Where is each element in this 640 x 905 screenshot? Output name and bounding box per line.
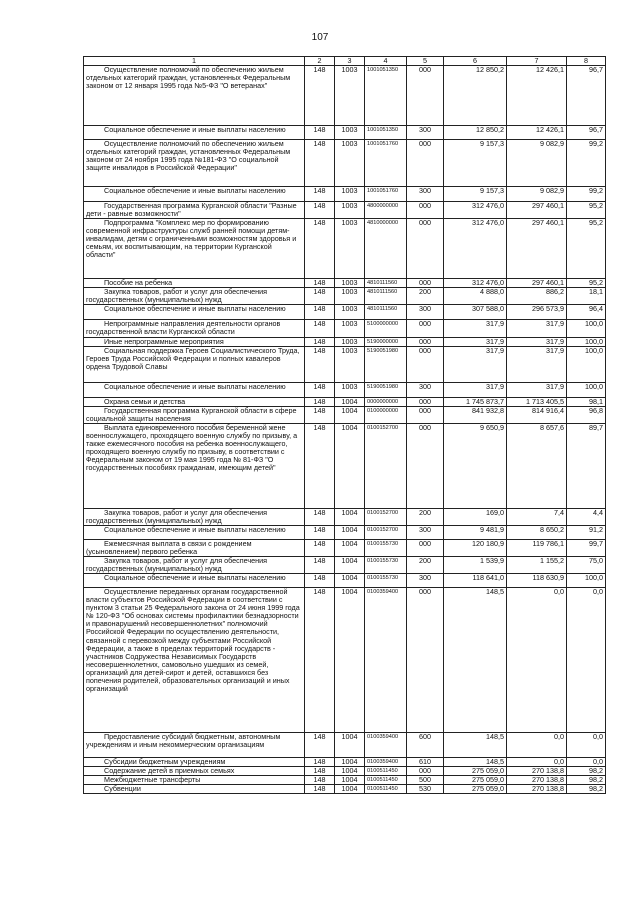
cell-c5: 300 <box>407 574 444 588</box>
cell-c6: 317,9 <box>444 337 507 346</box>
cell-c5: 000 <box>407 539 444 556</box>
cell-c4: 0100155730 <box>365 574 407 588</box>
cell-c5: 000 <box>407 423 444 508</box>
cell-c6: 9 157,3 <box>444 140 507 187</box>
cell-c7: 297 460,1 <box>507 219 567 279</box>
cell-c7: 1 713 405,5 <box>507 397 567 406</box>
cell-c4: 0100152700 <box>365 525 407 539</box>
column-header: 5 <box>407 57 444 66</box>
cell-c7: 297 460,1 <box>507 279 567 288</box>
cell-c7: 270 138,8 <box>507 767 567 776</box>
cell-c4: 5190000000 <box>365 337 407 346</box>
cell-c2: 148 <box>305 187 335 202</box>
cell-c3: 1004 <box>335 785 365 794</box>
cell-c7: 12 426,1 <box>507 126 567 140</box>
cell-c2: 148 <box>305 337 335 346</box>
table-row <box>84 733 606 758</box>
cell-c8: 96,8 <box>567 406 606 423</box>
cell-c6: 312 476,0 <box>444 279 507 288</box>
column-header: 8 <box>567 57 606 66</box>
cell-c7: 317,9 <box>507 320 567 337</box>
cell-c8: 96,4 <box>567 305 606 320</box>
cell-c8: 99,7 <box>567 539 606 556</box>
cell-c7: 1 155,2 <box>507 557 567 574</box>
cell-c4: 0100511450 <box>365 767 407 776</box>
table-row <box>84 288 606 305</box>
cell-c3: 1004 <box>335 406 365 423</box>
cell-c2: 148 <box>305 219 335 279</box>
cell-c5: 300 <box>407 305 444 320</box>
cell-c4: 1001051350 <box>365 66 407 126</box>
row-label: Закупка товаров, работ и услуг для обеспечения государственных (муниципальных) нужд <box>84 508 305 525</box>
cell-c3: 1004 <box>335 767 365 776</box>
table-row <box>84 66 606 126</box>
row-label: Подпрограмма "Комплекс мер по формированию современной инфраструктуры служб ранней помощи детям-инвалидам, детям с ограниченными возможностям здоровья и семьям, их воспитывающим, на территории Курганской области" <box>84 219 305 279</box>
cell-c2: 148 <box>305 126 335 140</box>
cell-c8: 0,0 <box>567 733 606 758</box>
cell-c4: 0100155730 <box>365 539 407 556</box>
table-row <box>84 126 606 140</box>
row-label: Непрограммные направления деятельности органов государственной власти Курганской области <box>84 320 305 337</box>
cell-c4: 1001051350 <box>365 126 407 140</box>
cell-c4: 4800000000 <box>365 202 407 219</box>
cell-c8: 75,0 <box>567 557 606 574</box>
cell-c5: 500 <box>407 776 444 785</box>
cell-c5: 300 <box>407 187 444 202</box>
cell-c5: 300 <box>407 126 444 140</box>
cell-c6: 120 180,9 <box>444 539 507 556</box>
cell-c6: 275 059,0 <box>444 767 507 776</box>
cell-c2: 148 <box>305 305 335 320</box>
row-label: Выплата единовременного пособия беременной жене военнослужащего, проходящего военную службу по призыву, а также ежемесячного пособия на ребенка военнослужащего, проходящего военную службу по призыву, в соответствии с Федеральным законом от 19 мая 1995 года № 81-ФЗ "О государственных пособиях гражданам, имеющим детей" <box>84 423 305 508</box>
cell-c8: 99,2 <box>567 140 606 187</box>
cell-c7: 270 138,8 <box>507 785 567 794</box>
table-row <box>84 320 606 337</box>
cell-c6: 275 059,0 <box>444 776 507 785</box>
cell-c7: 317,9 <box>507 337 567 346</box>
cell-c7: 0,0 <box>507 588 567 733</box>
cell-c3: 1003 <box>335 140 365 187</box>
row-label: Государственная программа Курганской области в сфере социальной защиты населения <box>84 406 305 423</box>
cell-c6: 841 932,8 <box>444 406 507 423</box>
cell-c8: 95,2 <box>567 202 606 219</box>
cell-c7: 814 916,4 <box>507 406 567 423</box>
cell-c2: 148 <box>305 406 335 423</box>
table-row <box>84 785 606 794</box>
cell-c5: 300 <box>407 382 444 397</box>
cell-c2: 148 <box>305 574 335 588</box>
cell-c4: 5190051980 <box>365 382 407 397</box>
cell-c8: 96,7 <box>567 66 606 126</box>
cell-c6: 317,9 <box>444 346 507 382</box>
cell-c8: 96,7 <box>567 126 606 140</box>
column-header: 4 <box>365 57 407 66</box>
cell-c7: 317,9 <box>507 382 567 397</box>
cell-c4: 4810111560 <box>365 305 407 320</box>
cell-c2: 148 <box>305 382 335 397</box>
cell-c5: 200 <box>407 508 444 525</box>
cell-c2: 148 <box>305 140 335 187</box>
cell-c5: 000 <box>407 337 444 346</box>
cell-c5: 610 <box>407 758 444 767</box>
row-label: Предоставление субсидий бюджетным, автономным учреждениям и иным некоммерческим организациям <box>84 733 305 758</box>
cell-c6: 317,9 <box>444 320 507 337</box>
cell-c4: 4810111560 <box>365 288 407 305</box>
cell-c6: 4 888,0 <box>444 288 507 305</box>
cell-c7: 297 460,1 <box>507 202 567 219</box>
cell-c8: 100,0 <box>567 382 606 397</box>
cell-c2: 148 <box>305 557 335 574</box>
row-label: Осуществление переданных органам государственной власти субъектов Российской Федерации в соответствии с пунктом 3 статьи 25 Федерального закона от 24 июня 1999 года № 120-ФЗ "Об основах системы профилактики безнадзорности и правонарушений несовершеннолетних" полномочий Российской Федерации по осуществлению деятельности, связанной с перевозкой между субъектами Российской Федерации, а также в пределах территорий государств - участников Содружества Независимых Государств несовершеннолетних, самовольно ушедших из семей, организаций для детей-сирот и детей, оставшихся без попечения родителей, образовательных организаций и иных организаций <box>84 588 305 733</box>
cell-c2: 148 <box>305 758 335 767</box>
row-label: Закупка товаров, работ и услуг для обеспечения государственных (муниципальных) нужд <box>84 288 305 305</box>
table-row <box>84 539 606 556</box>
cell-c8: 95,2 <box>567 219 606 279</box>
cell-c4: 0100511450 <box>365 776 407 785</box>
cell-c6: 312 476,0 <box>444 219 507 279</box>
cell-c7: 9 082,9 <box>507 140 567 187</box>
cell-c5: 000 <box>407 202 444 219</box>
row-label: Закупка товаров, работ и услуг для обеспечения государственных (муниципальных) нужд <box>84 557 305 574</box>
row-label: Ежемесячная выплата в связи с рождением (усыновлением) первого ребенка <box>84 539 305 556</box>
cell-c8: 99,2 <box>567 187 606 202</box>
row-label: Субсидии бюджетным учреждениям <box>84 758 305 767</box>
cell-c3: 1004 <box>335 733 365 758</box>
cell-c2: 148 <box>305 346 335 382</box>
cell-c3: 1004 <box>335 758 365 767</box>
row-label: Пособие на ребенка <box>84 279 305 288</box>
cell-c7: 8 657,6 <box>507 423 567 508</box>
cell-c5: 200 <box>407 557 444 574</box>
cell-c3: 1003 <box>335 320 365 337</box>
cell-c8: 98,2 <box>567 767 606 776</box>
cell-c3: 1003 <box>335 219 365 279</box>
table-row <box>84 202 606 219</box>
cell-c2: 148 <box>305 776 335 785</box>
cell-c7: 118 630,9 <box>507 574 567 588</box>
table-row <box>84 382 606 397</box>
cell-c3: 1004 <box>335 539 365 556</box>
cell-c8: 0,0 <box>567 588 606 733</box>
table-row <box>84 346 606 382</box>
cell-c4: 0100155730 <box>365 557 407 574</box>
table-row <box>84 557 606 574</box>
cell-c5: 300 <box>407 525 444 539</box>
row-label: Государственная программа Курганской области "Разные дети - равные возможности" <box>84 202 305 219</box>
cell-c2: 148 <box>305 539 335 556</box>
cell-c8: 100,0 <box>567 320 606 337</box>
cell-c8: 98,1 <box>567 397 606 406</box>
cell-c4: 5100000000 <box>365 320 407 337</box>
cell-c4: 1001051760 <box>365 187 407 202</box>
cell-c3: 1003 <box>335 288 365 305</box>
row-label: Иные непрограммные мероприятия <box>84 337 305 346</box>
cell-c2: 148 <box>305 767 335 776</box>
cell-c8: 100,0 <box>567 337 606 346</box>
cell-c4: 0100152700 <box>365 508 407 525</box>
row-label: Социальное обеспечение и иные выплаты населению <box>84 525 305 539</box>
cell-c7: 296 573,9 <box>507 305 567 320</box>
cell-c6: 9 157,3 <box>444 187 507 202</box>
cell-c7: 317,9 <box>507 346 567 382</box>
cell-c6: 148,5 <box>444 733 507 758</box>
cell-c8: 91,2 <box>567 525 606 539</box>
column-header: 7 <box>507 57 567 66</box>
cell-c6: 275 059,0 <box>444 785 507 794</box>
cell-c8: 18,1 <box>567 288 606 305</box>
cell-c3: 1004 <box>335 588 365 733</box>
cell-c8: 100,0 <box>567 574 606 588</box>
cell-c5: 200 <box>407 288 444 305</box>
cell-c5: 000 <box>407 320 444 337</box>
cell-c6: 12 850,2 <box>444 66 507 126</box>
cell-c5: 000 <box>407 588 444 733</box>
cell-c8: 95,2 <box>567 279 606 288</box>
cell-c3: 1003 <box>335 66 365 126</box>
cell-c3: 1004 <box>335 508 365 525</box>
cell-c6: 307 588,0 <box>444 305 507 320</box>
cell-c5: 000 <box>407 406 444 423</box>
table-row <box>84 337 606 346</box>
cell-c3: 1003 <box>335 187 365 202</box>
cell-c2: 148 <box>305 279 335 288</box>
cell-c7: 119 786,1 <box>507 539 567 556</box>
cell-c8: 89,7 <box>567 423 606 508</box>
cell-c4: 0100152700 <box>365 423 407 508</box>
table-row <box>84 588 606 733</box>
cell-c2: 148 <box>305 508 335 525</box>
table-row <box>84 305 606 320</box>
cell-c7: 7,4 <box>507 508 567 525</box>
page-number: 107 <box>311 32 329 43</box>
cell-c5: 000 <box>407 767 444 776</box>
cell-c3: 1004 <box>335 525 365 539</box>
cell-c5: 000 <box>407 397 444 406</box>
cell-c8: 98,2 <box>567 776 606 785</box>
cell-c4: 0100359400 <box>365 588 407 733</box>
cell-c8: 98,2 <box>567 785 606 794</box>
row-label: Содержание детей в приемных семьях <box>84 767 305 776</box>
budget-table <box>83 56 606 794</box>
table-row <box>84 525 606 539</box>
cell-c3: 1003 <box>335 126 365 140</box>
cell-c4: 0100000000 <box>365 406 407 423</box>
cell-c7: 12 426,1 <box>507 66 567 126</box>
cell-c2: 148 <box>305 320 335 337</box>
cell-c2: 148 <box>305 288 335 305</box>
cell-c8: 0,0 <box>567 758 606 767</box>
cell-c4: 4810000000 <box>365 219 407 279</box>
table-row <box>84 574 606 588</box>
cell-c6: 9 650,9 <box>444 423 507 508</box>
cell-c3: 1003 <box>335 279 365 288</box>
cell-c5: 000 <box>407 66 444 126</box>
cell-c5: 000 <box>407 279 444 288</box>
cell-c3: 1004 <box>335 397 365 406</box>
cell-c4: 0100511450 <box>365 785 407 794</box>
row-label: Социальное обеспечение и иные выплаты населению <box>84 187 305 202</box>
table-row <box>84 397 606 406</box>
table-body <box>84 57 606 794</box>
row-label: Охрана семьи и детства <box>84 397 305 406</box>
cell-c8: 4,4 <box>567 508 606 525</box>
cell-c2: 148 <box>305 525 335 539</box>
cell-c7: 270 138,8 <box>507 776 567 785</box>
cell-c4: 5190051980 <box>365 346 407 382</box>
cell-c5: 600 <box>407 733 444 758</box>
cell-c6: 118 641,0 <box>444 574 507 588</box>
cell-c3: 1003 <box>335 382 365 397</box>
cell-c7: 8 650,2 <box>507 525 567 539</box>
cell-c2: 148 <box>305 733 335 758</box>
cell-c3: 1003 <box>335 305 365 320</box>
cell-c8: 100,0 <box>567 346 606 382</box>
row-label: Социальное обеспечение и иные выплаты населению <box>84 126 305 140</box>
row-label: Социальное обеспечение и иные выплаты населению <box>84 574 305 588</box>
cell-c6: 12 850,2 <box>444 126 507 140</box>
cell-c7: 0,0 <box>507 733 567 758</box>
cell-c4: 4810111560 <box>365 279 407 288</box>
cell-c4: 0000000000 <box>365 397 407 406</box>
column-header: 3 <box>335 57 365 66</box>
row-label: Осуществление полномочий по обеспечению жильем отдельных категорий граждан, установленных Федеральным законом от 12 января 1995 года №5-ФЗ "О ветеранах" <box>84 66 305 126</box>
cell-c6: 1 539,9 <box>444 557 507 574</box>
table-row <box>84 508 606 525</box>
cell-c4: 0100359400 <box>365 733 407 758</box>
cell-c3: 1003 <box>335 202 365 219</box>
cell-c2: 148 <box>305 397 335 406</box>
cell-c3: 1004 <box>335 776 365 785</box>
column-header: 2 <box>305 57 335 66</box>
column-header: 6 <box>444 57 507 66</box>
cell-c5: 000 <box>407 346 444 382</box>
table-row <box>84 423 606 508</box>
row-label: Осуществление полномочий по обеспечению жильем отдельных категорий граждан, установленных Федеральным законом от 24 ноября 1995 года №181-ФЗ "О социальной защите инвалидов в Российской Федерации" <box>84 140 305 187</box>
cell-c6: 317,9 <box>444 382 507 397</box>
cell-c3: 1003 <box>335 346 365 382</box>
cell-c4: 1001051760 <box>365 140 407 187</box>
cell-c6: 1 745 873,7 <box>444 397 507 406</box>
cell-c2: 148 <box>305 202 335 219</box>
column-header: 1 <box>84 57 305 66</box>
cell-c2: 148 <box>305 588 335 733</box>
cell-c5: 530 <box>407 785 444 794</box>
table-row <box>84 219 606 279</box>
row-label: Социальная поддержка Героев Социалистического Труда, Героев Труда Российской Федерации и полных кавалеров ордена Трудовой Славы <box>84 346 305 382</box>
cell-c6: 148,5 <box>444 758 507 767</box>
cell-c4: 0100359400 <box>365 758 407 767</box>
row-label: Межбюджетные трансферты <box>84 776 305 785</box>
cell-c2: 148 <box>305 423 335 508</box>
table-row <box>84 406 606 423</box>
cell-c6: 9 481,9 <box>444 525 507 539</box>
cell-c3: 1004 <box>335 423 365 508</box>
cell-c5: 000 <box>407 140 444 187</box>
row-label: Субвенции <box>84 785 305 794</box>
table-row <box>84 140 606 187</box>
cell-c6: 148,5 <box>444 588 507 733</box>
cell-c2: 148 <box>305 66 335 126</box>
row-label: Социальное обеспечение и иные выплаты населению <box>84 305 305 320</box>
cell-c3: 1004 <box>335 557 365 574</box>
cell-c7: 9 082,9 <box>507 187 567 202</box>
cell-c7: 886,2 <box>507 288 567 305</box>
cell-c3: 1003 <box>335 337 365 346</box>
cell-c6: 169,0 <box>444 508 507 525</box>
cell-c7: 0,0 <box>507 758 567 767</box>
cell-c2: 148 <box>305 785 335 794</box>
cell-c5: 000 <box>407 219 444 279</box>
cell-c3: 1004 <box>335 574 365 588</box>
cell-c6: 312 476,0 <box>444 202 507 219</box>
table-row <box>84 187 606 202</box>
row-label: Социальное обеспечение и иные выплаты населению <box>84 382 305 397</box>
